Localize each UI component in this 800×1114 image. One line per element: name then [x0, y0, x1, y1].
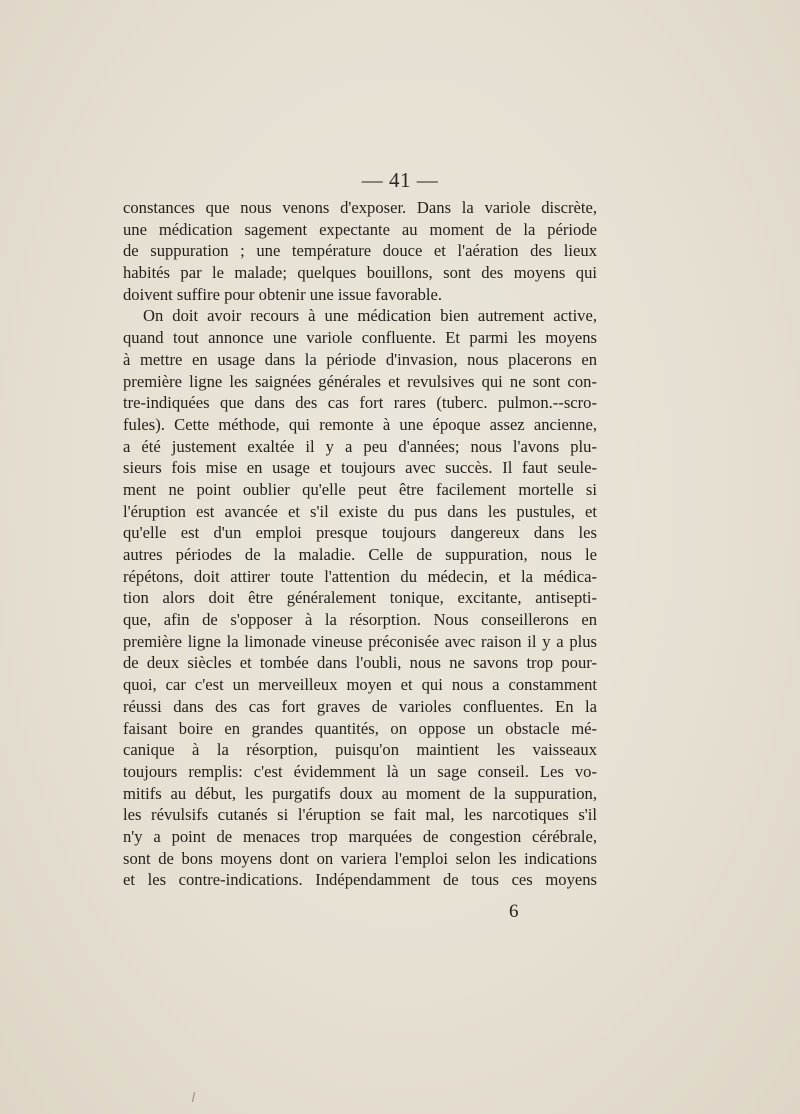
text-line: quand tout annonce une variole confluente. Et parmi les moyens	[123, 328, 597, 348]
text-line: première ligne les saignées générales et revulsives qui ne sont con-	[123, 371, 597, 391]
signature-mark: 6	[509, 901, 519, 922]
text-line: de deux siècles et tombée dans l'oubli, nous ne savons trop pour-	[123, 653, 597, 673]
text-line: On doit avoir recours à une médication bien autrement active,	[143, 306, 597, 326]
text-line: sieurs fois mise en usage et toujours avec succès. Il faut seule-	[123, 458, 597, 478]
text-line: canique à la résorption, puisqu'on maintient les vaisseaux	[123, 740, 597, 760]
text-line: doivent suffire pour obtenir une issue favorable.	[123, 284, 443, 304]
text-line: que, afin de s'opposer à la résorption. Nous conseillerons en	[123, 610, 597, 630]
text-line: et les contre-indications. Indépendamment de tous ces moyens	[123, 870, 597, 890]
text-line: à mettre en usage dans la période d'invasion, nous placerons en	[123, 349, 597, 369]
text-line: réussi dans des cas fort graves de varioles confluentes. En la	[123, 696, 597, 716]
paper-speck	[192, 1092, 195, 1102]
text-line: autres périodes de la maladie. Celle de suppuration, nous le	[123, 545, 597, 564]
text-line: qu'elle est d'un emploi presque toujours dangereux dans les	[123, 523, 597, 543]
text-line: toujours remplis: c'est évidemment là un sage conseil. Les vo-	[123, 761, 597, 781]
text-line: tre-indiquées que dans des cas fort rares (tuberc. pulmon.--scro-	[123, 393, 597, 413]
text-line: faisant boire en grandes quantités, on oppose un obstacle mé-	[123, 718, 597, 738]
text-line: constances que nous venons d'exposer. Dans la variole discrète,	[123, 198, 597, 217]
text-line: sont de bons moyens dont on variera l'emploi selon les indications	[123, 848, 597, 868]
body-text	[123, 197, 597, 891]
text-line: les révulsifs cutanés si l'éruption se fait mal, les narcotiques s'il	[123, 805, 597, 825]
page-number: — 41 —	[361, 168, 439, 192]
text-line: première ligne la limonade vineuse préconisée avec raison il y a plus	[123, 631, 597, 651]
text-line: quoi, car c'est un merveilleux moyen et qui nous a constamment	[123, 675, 597, 695]
text-line: répétons, doit attirer toute l'attention du médecin, et la médica-	[123, 566, 597, 586]
text-line: une médication sagement expectante au moment de la période	[123, 219, 597, 239]
text-line: ment ne point oublier qu'elle peut être facilement mortelle si	[123, 479, 597, 499]
text-line: de suppuration ; une température douce et l'aération des lieux	[123, 241, 597, 261]
text-line: n'y a point de menaces trop marquées de congestion cérébrale,	[123, 826, 597, 846]
text-line: mitifs au début, les purgatifs doux au moment de la suppuration,	[123, 783, 597, 803]
text-line: fules). Cette méthode, qui remonte à une époque assez ancienne,	[123, 414, 597, 434]
text-line: l'éruption est avancée et s'il existe du pus dans les pustules, et	[123, 501, 597, 521]
text-line: a été justement exaltée il y a peu d'années; nous l'avons plu-	[123, 436, 597, 456]
text-line: habités par le malade; quelques bouillons, sont des moyens qui	[123, 263, 597, 283]
text-line: tion alors doit être généralement tonique, excitante, antisepti-	[123, 588, 597, 608]
